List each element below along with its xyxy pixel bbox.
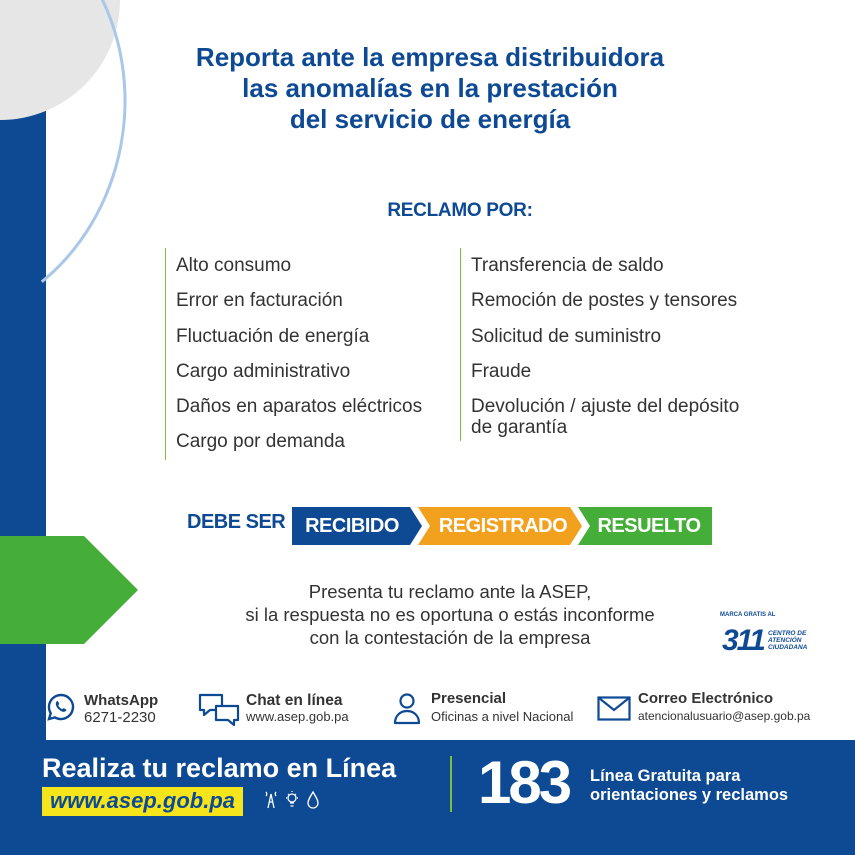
asep-message [215,580,685,649]
contact-presencial[interactable] [392,690,584,726]
utility-icons [262,790,326,810]
footer-divider [450,756,452,812]
green-arrow-shape [0,536,140,646]
badge-311 [718,612,818,672]
contact-title: WhatsApp [84,692,159,709]
contact-whatsapp[interactable] [46,690,176,726]
title-line: del servicio de energía [289,104,571,134]
contact-title: Chat en línea [246,692,343,709]
badge-line: CIUDADANA [768,644,808,651]
list-item: Solicitud de suministro [471,325,662,347]
footer-title: Realiza tu reclamo en Línea [42,753,397,783]
contact-detail: atencionalusuario@asep.gob.pa [638,709,811,723]
list-item: Fraude [471,360,532,382]
step-registrado [418,507,582,545]
list-item: Transferencia de saldo [471,255,664,276]
title-line: las anomalías en la prestación [242,73,618,103]
contact-title: Correo Electrónico [638,690,774,707]
contact-detail: 6271-2230 [84,709,156,726]
list-item: Alto consumo [176,255,292,276]
badge-text [768,630,818,651]
message-line: si la respuesta no es oportuna o estás inconforme [245,604,655,625]
footer-banner [0,740,855,855]
step-label: RECIBIDO [305,515,399,537]
reclamo-list-right [460,248,739,441]
page-title [150,42,710,135]
list-item: Cargo por demanda [176,431,345,453]
list-item: Devolución / ajuste del depósito [471,396,740,418]
title-line: Reporta ante la empresa distribuidora [195,42,665,72]
antenna-icon [266,792,276,808]
list-item: Fluctuación de energía [176,325,370,347]
footer-url-link[interactable]: www.asep.gob.pa [42,787,243,816]
list-item: Remoción de postes y tensores [471,290,738,312]
contact-detail: www.asep.gob.pa [246,709,349,724]
badge-number: 311 [722,624,764,657]
hotline-line: Línea Gratuita para [590,767,741,785]
contact-detail: Oficinas a nivel Nacional [431,709,574,724]
chat-icon [198,692,240,726]
reclamo-title: RECLAMO POR: [387,200,533,221]
contact-title: Presencial [431,690,507,707]
person-icon [392,692,422,726]
step-resuelto [578,507,712,545]
contact-chat[interactable] [198,690,368,726]
list-item: de garantía [471,417,568,439]
envelope-icon [597,696,631,722]
step-recibido [292,507,422,545]
list-item: Cargo administrativo [176,360,351,382]
list-item: Error en facturación [176,290,343,312]
badge-line: ATENCIÓN [768,637,802,644]
list-item: Daños en aparatos eléctricos [176,396,423,418]
contact-email[interactable] [597,690,817,726]
hotline-description [590,767,788,805]
hotline-number[interactable]: 183 [478,749,570,816]
step-label: REGISTRADO [438,515,568,537]
reclamo-list-left [165,248,422,460]
message-line: Presenta tu reclamo ante la ASEP, [308,581,592,602]
badge-top-text: MARCA GRATIS AL [720,612,776,618]
process-label: DEBE SER [187,511,286,533]
message-line: con la contestación de la empresa [309,627,591,648]
step-label: RESUELTO [597,515,701,537]
badge-line: CENTRO DE [768,630,807,637]
whatsapp-icon [46,692,76,722]
hotline-line: orientaciones y reclamos [590,786,789,804]
